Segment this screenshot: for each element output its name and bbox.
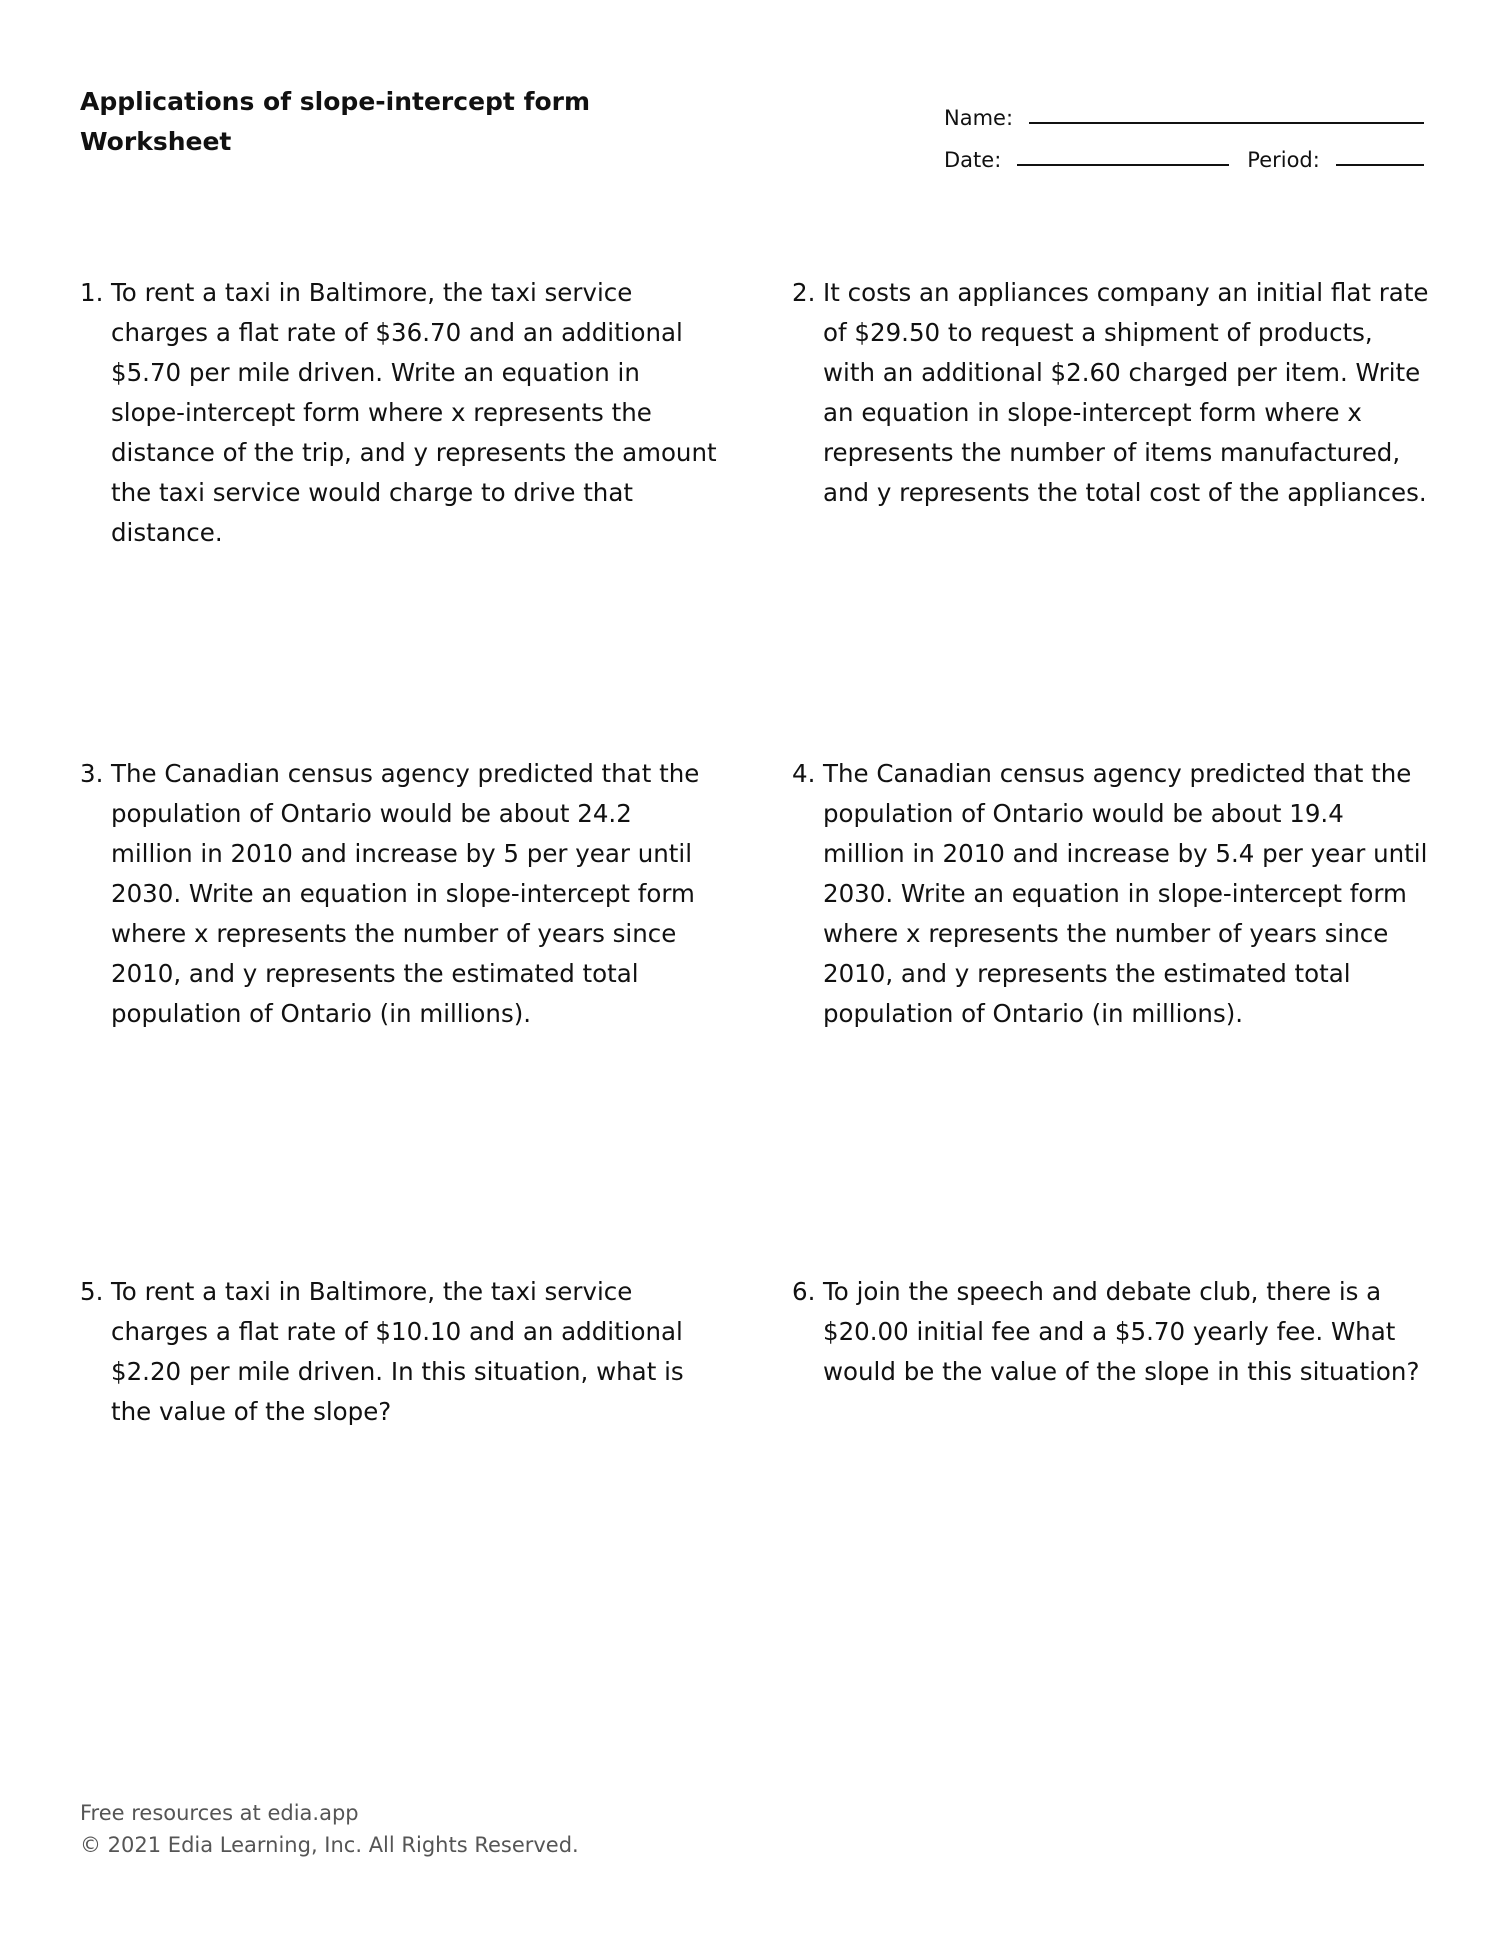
question-number: 5. (80, 1277, 104, 1306)
question-text: To rent a taxi in Baltimore, the taxi service charges a flat rate of $10.10 and an additional $2.20 per mile driven. In this situation, what is the value of the slope? (111, 1277, 684, 1426)
question-text: The Canadian census agency predicted that the population of Ontario would be about 24.2 million in 2010 and increase by 5 per year until 2030. Write an equation in slope-intercept form where x represents the number of years since 2010, and y represents the estimated total population of Ontario (in millions). (111, 759, 700, 1028)
question-4 (792, 754, 1432, 1034)
question-number: 2. (792, 278, 816, 307)
name-row (944, 88, 1424, 130)
period-label: Period: (1247, 148, 1320, 172)
footer-resources: Free resources at edia.app (80, 1801, 359, 1825)
question-number: 4. (792, 759, 816, 788)
page-footer (80, 1797, 579, 1861)
question-number: 6. (792, 1277, 816, 1306)
date-period-row (944, 130, 1424, 172)
question-text: To rent a taxi in Baltimore, the taxi service charges a flat rate of $36.70 and an additional $5.70 per mile driven. Write an equation in slope-intercept form where x represents the distance of the trip, and y represents the amount the taxi service would charge to drive that distance. (111, 278, 717, 547)
date-label: Date: (944, 148, 1002, 172)
worksheet-subtitle: Worksheet (80, 127, 232, 156)
name-blank-line (1029, 122, 1424, 124)
footer-copyright: © 2021 Edia Learning, Inc. All Rights Reserved. (80, 1833, 579, 1857)
question-1 (80, 273, 720, 553)
question-number: 3. (80, 759, 104, 788)
question-text: It costs an appliances company an initial flat rate of $29.50 to request a shipment of products, with an additional $2.60 charged per item. Write an equation in slope-intercept form where x represents the number of items manufactured, and y represents the total cost of the appliances. (823, 278, 1429, 507)
worksheet-header (80, 82, 590, 162)
student-info-fields (944, 88, 1424, 172)
question-text: The Canadian census agency predicted that the population of Ontario would be about 19.4 million in 2010 and increase by 5.4 per year until 2030. Write an equation in slope-intercept form where x represents the number of years since 2010, and y represents the estimated total population of Ontario (in millions). (823, 759, 1428, 1028)
period-blank-line (1336, 164, 1424, 166)
question-2 (792, 273, 1432, 513)
worksheet-title: Applications of slope-intercept form (80, 87, 591, 116)
question-text: To join the speech and debate club, there is a $20.00 initial fee and a $5.70 yearly fee. What would be the value of the slope in this situation? (823, 1277, 1420, 1386)
question-3 (80, 754, 720, 1034)
question-5 (80, 1272, 720, 1432)
date-blank-line (1017, 164, 1229, 166)
name-label: Name: (944, 106, 1014, 130)
question-6 (792, 1272, 1432, 1392)
question-number: 1. (80, 278, 104, 307)
